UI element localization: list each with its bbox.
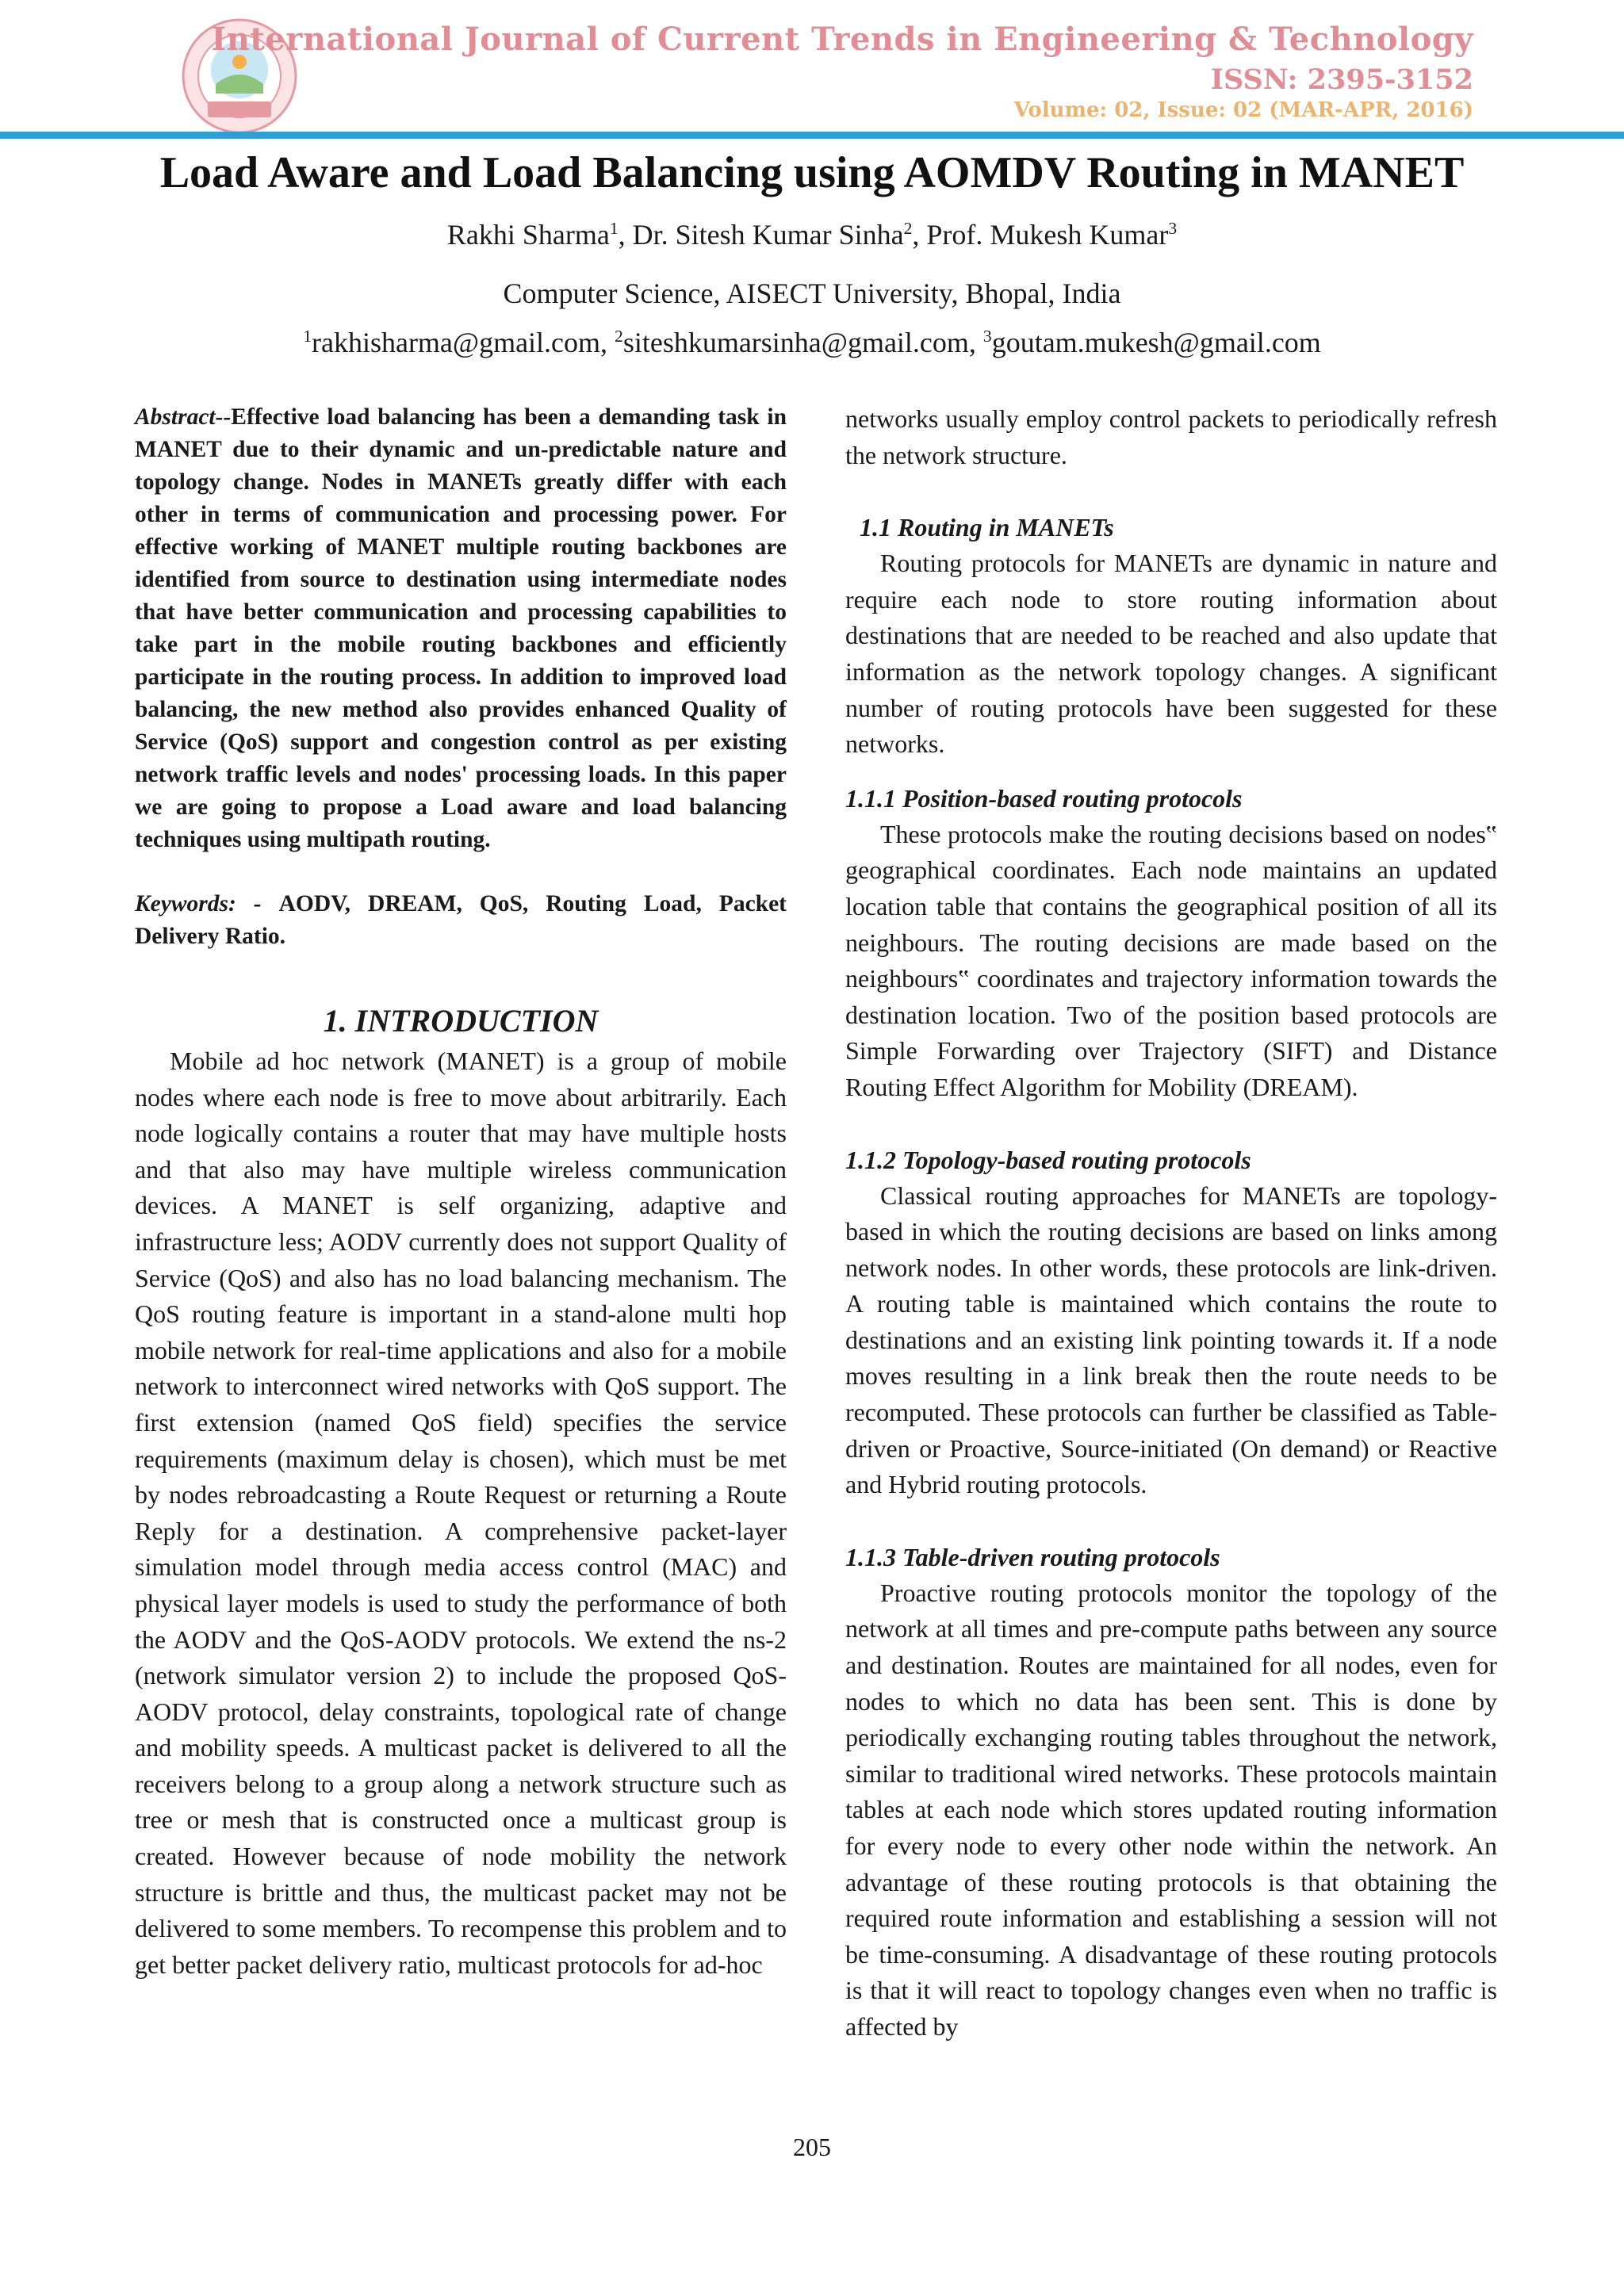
journal-name: International Journal of Current Trends in Engineering & Technology <box>211 21 1473 58</box>
author-list: Rakhi Sharma$^1$, Dr. Sitesh Kumar Sinha$^2$, Prof. Mukesh Kumar$^3$ <box>446 219 1178 251</box>
table-driven-paragraph: Proactive routing protocols monitor the topology of the network at all times and pre-compute paths between any source and destination. Routes are maintained for all nodes, even for nodes to which no data has been sent. This is done by periodically exchanging routing tables throughout the network, similar to traditional wired networks. These protocols maintain tables at each node which stores updated routing information for every node to every other node within the network. An advantage of these routing protocols is that obtaining the required route information and establishing a session will not be time-consuming. A disadvantage of these routing protocols is that it will react to topology changes even when no traffic is affected by <box>845 1578 1497 2041</box>
email-sup: 2 <box>615 327 623 346</box>
page-number: 205 <box>793 2133 831 2161</box>
keywords-text: AODV, DREAM, QoS, Routing Load, Packet Delivery Ratio. <box>135 891 787 949</box>
introduction-paragraph-continued: networks usually employ control packets to periodically refresh the network structure. <box>845 404 1497 469</box>
introduction-paragraph: Mobile ad hoc network (MANET) is a group of mobile nodes where each node is free to move about arbitrarily. Each node logically contains a router that may have multiple hosts and that also may have multiple wireless communication devices. A MANET is self organizing, adaptive and infrastructure less; AODV currently does not support Quality of Service (QoS) and also has no load balancing mechanism. The QoS routing feature is important in a stand-alone multi hop mobile network for real-time applications and also for a mobile network to interconnect wired networks with QoS support. The first extension (named QoS field) specifies the service requirements (maximum delay is chosen), which must be met by nodes rebroadcasting a Route Request or returning a Route Reply for a destination. A comprehensive packet-layer simulation model through media access control (MAC) and physical layer models is used to study the performance of both the AODV and the QoS-AODV protocols. We extend the ns-2 (network simulator version 2) to include the proposed QoS-AODV protocol, delay constraints, topological rate of change and mobility speeds. A multicast packet is delivered to all the receivers belong to a group along a network structure such as tree or mesh that is constructed once a multicast group is created. However because of node mobility the network structure is brittle and thus, the multicast packet may not be delivered to some members. To recompense this problem and to get better packet delivery ratio, multicast protocols for ad-hoc <box>135 1047 787 1979</box>
volume-issue: Volume: 02, Issue: 02 (MAR-APR, 2016) <box>1013 98 1473 122</box>
subsection-heading-topology-based: 1.1.2 Topology-based routing protocols <box>845 1145 1251 1174</box>
email-link[interactable]: siteshkumarsinha@gmail.com <box>622 327 969 358</box>
author-name: Prof. Mukesh Kumar <box>926 219 1169 251</box>
subsection-heading-routing-in-manets: 1.1 Routing in MANETs <box>860 513 1114 542</box>
position-based-paragraph: These protocols make the routing decisions based on nodes‟ geographical coordinates. Each node maintains an updated location table that contains the geographical position of all its neighbours. The routing decisions are made based on the neighbours‟ coordinates and trajectory information towards the destination location. Two of the position based protocols are Simple Forwarding over Trajectory (SIFT) and Distance Routing Effect Algorithm for Mobility (DREAM). <box>845 819 1497 1101</box>
keywords-label: Keywords: - <box>135 891 279 916</box>
author-name: Rakhi Sharma <box>446 219 610 251</box>
email-list: $^1$rakhisharma@gmail.com, $^2$siteshkumarsinha@gmail.com, $^3$goutam.mukesh@gmail.com <box>303 327 1321 358</box>
email-link[interactable]: rakhisharma@gmail.com <box>311 327 601 358</box>
author-sup: 2 <box>903 219 913 238</box>
left-column <box>135 401 787 1983</box>
right-column <box>845 401 1497 2045</box>
email-link[interactable]: goutam.mukesh@gmail.com <box>991 327 1321 358</box>
section-heading-introduction: 1. INTRODUCTION <box>323 1003 599 1039</box>
abstract-text: Effective load balancing has been a demanding task in MANET due to their dynamic and un-predictable nature and topology change. Nodes in MANETs greatly differ with each other in terms of communication and processing power. For effective working of MANET multiple routing backbones are identified from source to destination using intermediate nodes that have better communication and processing capabilities to take part in the mobile routing backbones and efficiently participate in the routing process. In addition to improved load balancing, the new method also provides enhanced Quality of Service (QoS) support and congestion control as per existing network traffic levels and nodes' processing loads. In this paper we are going to propose a Load aware and load balancing techniques using multipath routing. <box>135 404 787 852</box>
email-sup: 1 <box>303 327 312 346</box>
topology-based-paragraph: Classical routing approaches for MANETs are topology-based in which the routing decisions are based on links among network nodes. In other words, these protocols are link-driven. A routing table is maintained which contains the route to destinations and an existing link pointing towards it. If a node moves resulting in a link break then the route needs to be recomputed. These protocols can further be classified as Table-driven or Proactive, Source-initiated (On demand) or Reactive and Hybrid routing protocols. <box>845 1181 1497 1499</box>
header-rule <box>0 132 1624 139</box>
subsection-heading-position-based: 1.1.1 Position-based routing protocols <box>845 783 1243 813</box>
subsection-heading-table-driven: 1.1.3 Table-driven routing protocols <box>845 1542 1220 1571</box>
abstract <box>135 401 787 856</box>
routing-in-manets-paragraph: Routing protocols for MANETs are dynamic in nature and require each node to store routing information about destinations that are needed to be reached and also update that information as the network topology changes. A significant number of routing protocols have been suggested for these networks. <box>845 549 1497 759</box>
affiliation: Computer Science, AISECT University, Bhopal, India <box>503 277 1121 309</box>
author-sup: 1 <box>609 219 619 238</box>
author-sup: 3 <box>1168 219 1178 238</box>
paper-title: Load Aware and Load Balancing using AOMDV Routing in MANET <box>159 148 1465 197</box>
keywords <box>135 888 787 953</box>
author-name: Dr. Sitesh Kumar Sinha <box>632 219 904 251</box>
email-sup: 3 <box>982 327 992 346</box>
issn: ISSN: 2395-3152 <box>1210 63 1473 96</box>
abstract-label: Abstract-- <box>135 404 232 430</box>
